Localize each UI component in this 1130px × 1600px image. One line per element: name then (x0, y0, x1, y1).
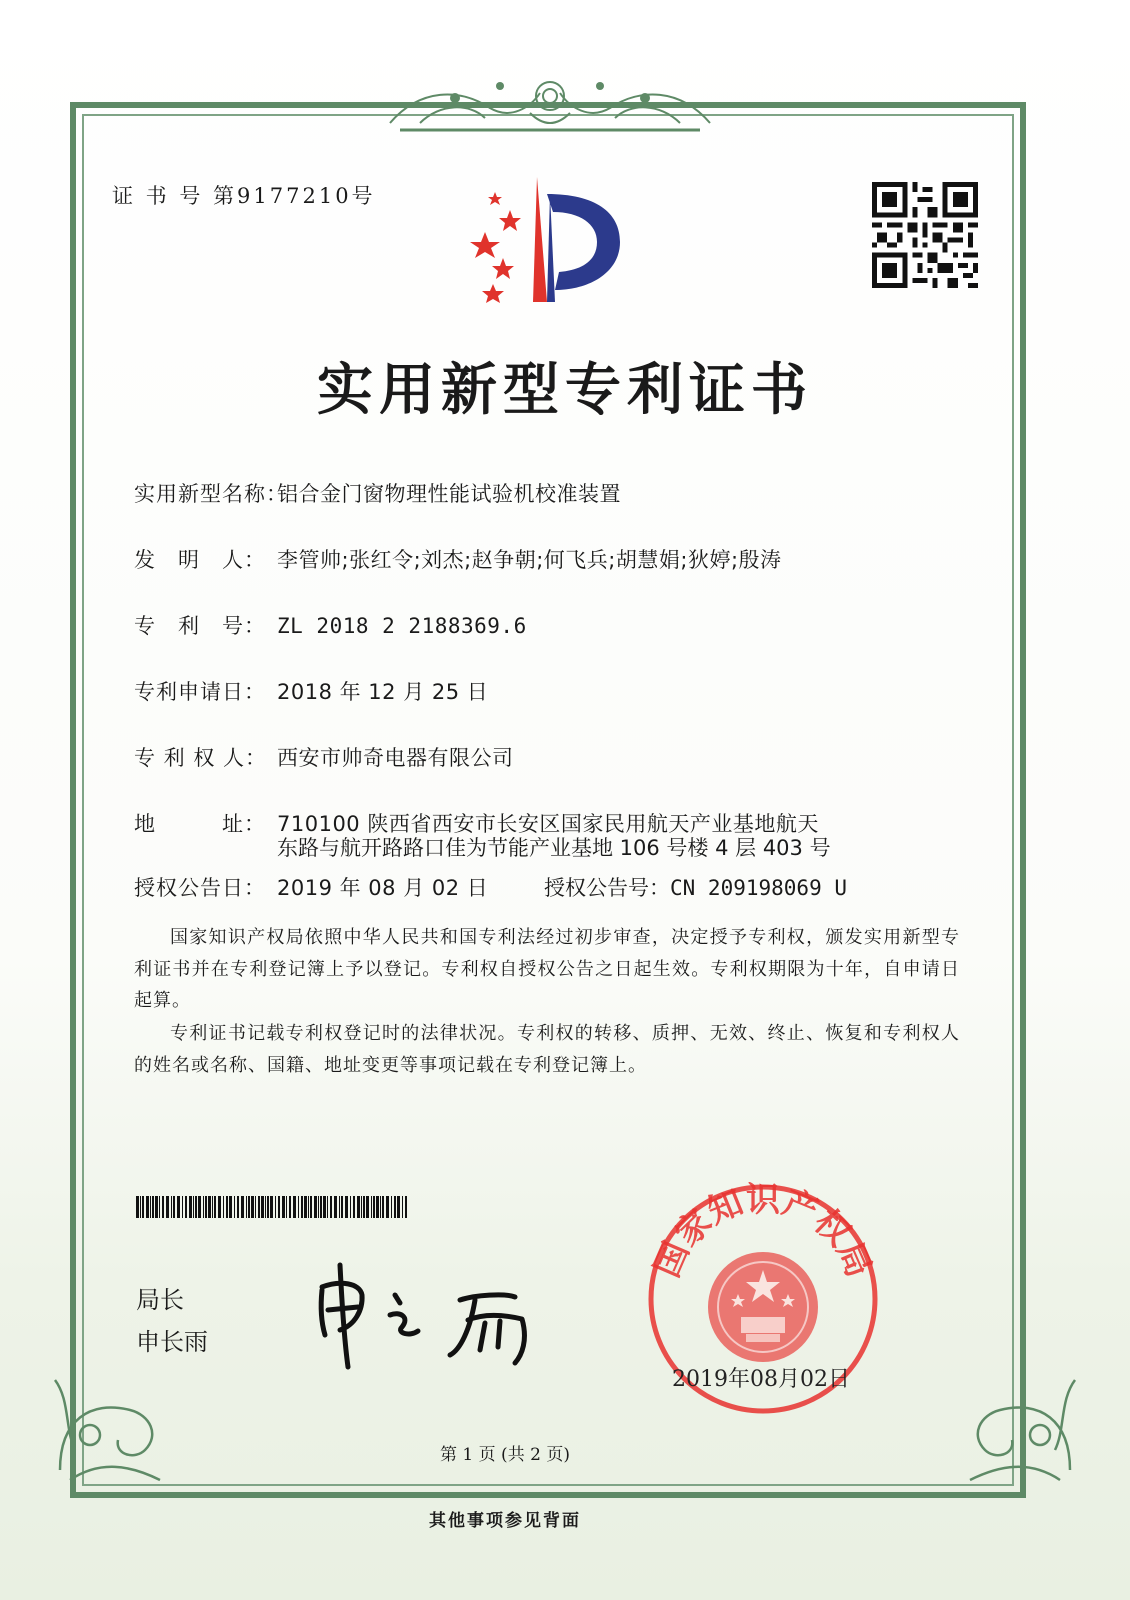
statement-paragraph-2: 专利证书记载专利权登记时的法律状况。专利权的转移、质押、无效、终止、恢复和专利权人的姓名或名称、国籍、地址变更等事项记载在专利登记簿上。 (134, 1023, 960, 1076)
qr-code-icon (872, 182, 978, 288)
field-value: CN 209198069 U (670, 876, 848, 900)
corner-ornament-icon (40, 1340, 190, 1490)
field-label: 授权公告日： (134, 876, 266, 900)
director-name: 申长雨 (136, 1328, 208, 1356)
field-utility-model-name (134, 478, 621, 508)
seal-text: 国家知识产权局 (647, 1182, 879, 1284)
page-number: 第 1 页 (共 2 页) (440, 1445, 570, 1465)
field-label: 专 利 号： (134, 614, 266, 638)
field-inventors (134, 544, 782, 574)
cnipa-logo-icon (455, 172, 640, 312)
director-signature (300, 1255, 560, 1375)
field-label: 专利申请日： (134, 680, 266, 704)
field-label: 发 明 人： (134, 548, 266, 572)
field-patent-number (134, 610, 527, 640)
certificate-title: 实用新型专利证书 (317, 358, 813, 423)
field-value: 李管帅;张红令;刘杰;赵争朝;何飞兵;胡慧娟;狄婷;殷涛 (277, 548, 782, 572)
field-value: 710100 陕西省西安市长安区国家民用航天产业基地航天 (277, 812, 819, 836)
field-value: 2018 年 12 月 25 日 (277, 680, 489, 704)
field-label: 实用新型名称： (134, 482, 288, 506)
field-patentee (134, 742, 514, 772)
statement-paragraph-1: 国家知识产权局依照中华人民共和国专利法经过初步审查，决定授予专利权，颁发实用新型专利证书并在专利登记簿上予以登记。专利权自授权公告之日起生效。专利权期限为十年，自申请日起算。 (134, 927, 960, 1011)
field-label: 地 址： (134, 812, 266, 836)
seal-date: 2019年08月02日 (672, 1367, 850, 1392)
field-filing-date (134, 676, 488, 706)
field-value: 西安市帅奇电器有限公司 (277, 746, 514, 770)
footer-note: 其他事项参见背面 (429, 1511, 581, 1531)
barcode-icon (136, 1196, 411, 1218)
field-value: ZL 2018 2 2188369.6 (277, 614, 527, 638)
field-value: 铝合金门窗物理性能试验机校准装置 (277, 482, 621, 506)
director-title: 局长 (136, 1286, 184, 1314)
field-label: 专 利 权 人： (134, 746, 268, 770)
corner-ornament-icon (940, 1340, 1090, 1490)
field-address-line2: 东路与航开路路口佳为节能产业基地 106 号楼 4 层 403 号 (277, 836, 831, 860)
field-grant-date (134, 872, 488, 902)
field-grant-number (544, 872, 847, 902)
field-label: 授权公告号： (544, 876, 670, 900)
field-value: 2019 年 08 月 02 日 (277, 876, 489, 900)
certificate-number: 证 书 号 第9177210号 (112, 184, 376, 208)
top-ornament-icon (380, 68, 720, 138)
